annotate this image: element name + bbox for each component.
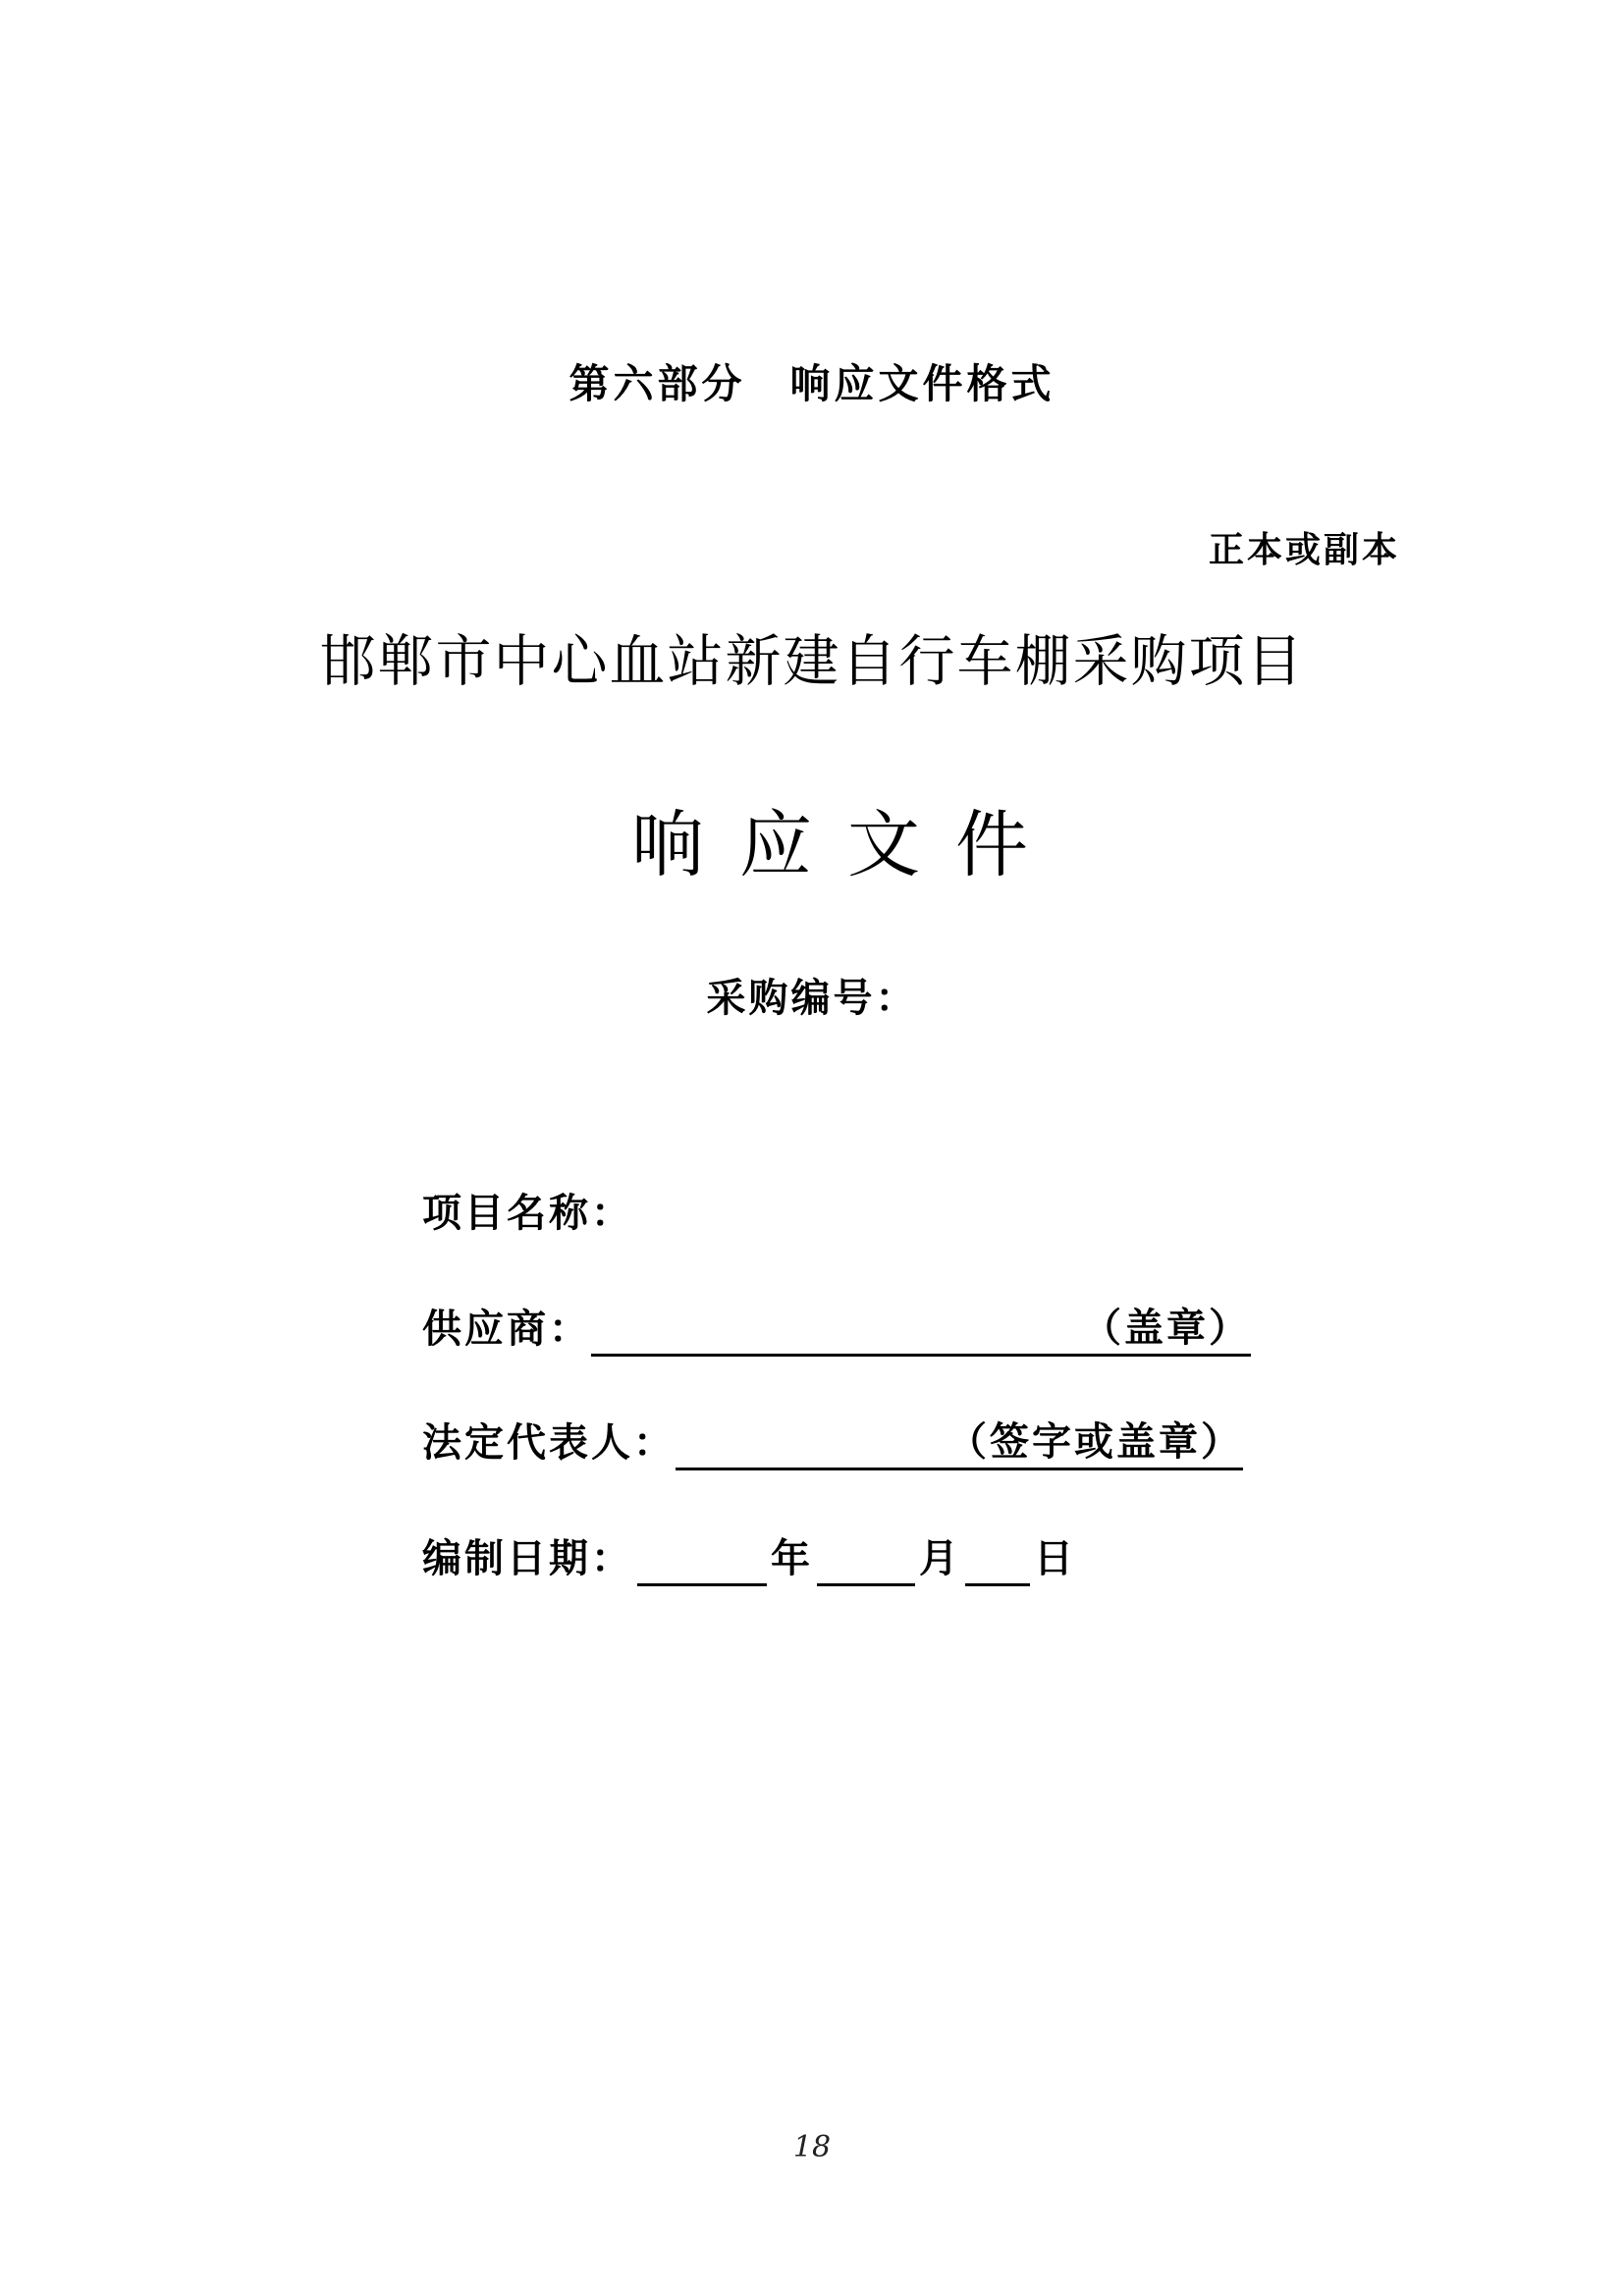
supplier-seal-note: （盖章） <box>1082 1306 1251 1351</box>
month-field[interactable] <box>817 1532 915 1586</box>
month-unit: 月 <box>919 1536 961 1581</box>
year-unit: 年 <box>771 1536 813 1581</box>
legal-representative-row <box>422 1415 1243 1470</box>
project-name-row <box>422 1186 633 1241</box>
legal-representative-field[interactable] <box>676 1416 1243 1470</box>
legal-representative-seal-note: （签字或盖章） <box>947 1419 1243 1465</box>
preparation-date-label: 编制日期： <box>422 1536 633 1581</box>
document-title: 响应文件 <box>631 803 1063 887</box>
supplier-row <box>422 1302 1251 1357</box>
day-field[interactable] <box>965 1532 1030 1586</box>
project-title: 邯郸市中心血站新建自行车棚采购项目 <box>319 629 1305 694</box>
year-field[interactable] <box>637 1532 767 1586</box>
preparation-date-row <box>422 1531 1076 1586</box>
day-unit: 日 <box>1034 1536 1076 1581</box>
page-number: 18 <box>792 2130 832 2164</box>
supplier-label: 供应商： <box>422 1307 591 1352</box>
project-name-label: 项目名称： <box>422 1191 633 1236</box>
part-heading: 第六部分 响应文件格式 <box>568 360 1056 407</box>
procurement-number-label: 采购编号： <box>706 976 918 1021</box>
legal-representative-label: 法定代表人： <box>422 1420 676 1466</box>
copy-label: 正本或副本 <box>1208 530 1400 570</box>
supplier-field[interactable] <box>591 1303 1251 1357</box>
